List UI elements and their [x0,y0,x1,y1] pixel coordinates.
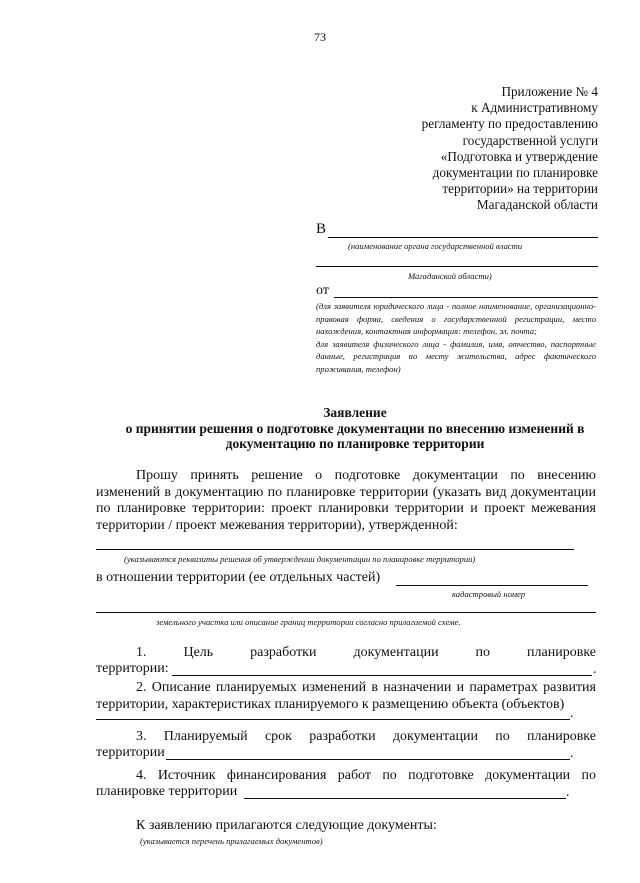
title-line: документацию по планировке территории [225,436,485,451]
annex-block [358,84,598,214]
item-3-word: документации [392,729,478,744]
title-line: о принятии решения о подготовке документации по внесению изменений в [125,420,585,436]
item-1-tail: территории: [96,661,169,676]
attachments-caption: (указывается перечень прилагаемых документов) [140,836,323,846]
request-paragraph [96,468,596,534]
decision-line[interactable] [96,549,574,550]
applicant-caption [316,300,596,376]
item-2-dot: . [570,706,574,721]
item-4-tail: планировке территории [96,784,238,799]
applicant-prefix: от [316,283,329,298]
cadastral-caption: кадастровый номер [452,589,526,599]
land-caption: земельного участка или описание границ территории согласно прилагаемой схеме. [156,617,461,627]
item-1-dot: . [593,662,597,677]
item-3-first-line [136,729,596,745]
item-2-line[interactable] [96,719,570,720]
annex-line: к Административному [471,100,598,116]
item-3-dot: . [570,746,574,761]
annex-line: «Подготовка и утверждение [440,148,598,164]
item-1-word: документации [353,645,439,660]
recipient-line[interactable] [328,237,598,238]
item-3-word: срок [264,729,292,744]
applicant-line[interactable] [334,297,598,298]
item-3-line[interactable] [166,759,570,760]
item-1-word: по [475,645,491,660]
item-1-word: Цель [183,645,214,660]
item-2 [96,680,596,713]
annex-line: государственной услуги [462,132,598,148]
recipient-line-2[interactable] [316,266,598,267]
item-3-tail: территории [96,745,165,760]
recipient-caption: (наименование органа государственной власти [348,241,523,251]
annex-line: территории» на территории [442,181,598,197]
item-2-text: 2. Описание планируемых изменений в назначении и параметрах развития территории, характеристиках планируемого к размещению объекта (объектов) [96,680,596,712]
recipient-prefix: В [316,221,327,237]
cadastral-line[interactable] [396,585,588,586]
land-line[interactable] [96,612,596,613]
item-4-first-line: 4. Источник финансирования работ по подготовке документации по [136,768,596,783]
item-3-word: 3. [136,729,147,744]
annex-line: регламенту по предоставлению [421,116,598,132]
request-text: Прошу принять решение о подготовке документации по внесению изменений в документацию по планировке территории (указать вид документации по планировке территории: проект планировки территории и проект межевания территории / проект межевания территории), утвержденной: [96,468,596,533]
item-4-dot: . [566,785,570,800]
recipient-caption-region: Магаданской области) [408,271,492,281]
title-line: Заявление [323,405,387,420]
page-number: 73 [314,30,326,44]
annex-line: документации по планировке [432,165,598,181]
applicant-caption-person: для заявителя физического лица - фамилия, имя, отчество, паспортные данные, регистрация по месту жительства, адрес фактического проживания, телефон) [316,338,596,374]
item-1-word: разработки [250,645,317,660]
annex-line: Магаданской области [476,197,598,213]
item-1-line[interactable] [172,675,592,676]
item-1-first-line [136,645,596,661]
item-3-word: по [495,729,510,744]
item-1-word: планировке [527,645,596,660]
applicant-caption-legal: (для заявителя юридического лица - полное наименование, организационно-правовая форма, сведения о государственной регистрации, место нахождения, контактная информация: телефон, эл. почта; [316,301,596,337]
item-4-line[interactable] [244,798,566,799]
document-title [60,405,640,452]
attachments-label: К заявлению прилагаются следующие документы: [136,818,437,833]
item-3-word: планировке [527,729,596,744]
decision-caption: (указываются реквизиты решения об утверждении документации по планировке территории) [124,554,476,564]
item-1-word: 1. [136,645,147,660]
annex-line: Приложение № 4 [501,84,598,99]
item-3-word: Планируемый [163,729,248,744]
territory-label: в отношении территории (ее отдельных частей) [96,570,381,585]
item-3-word: разработки [309,729,376,744]
